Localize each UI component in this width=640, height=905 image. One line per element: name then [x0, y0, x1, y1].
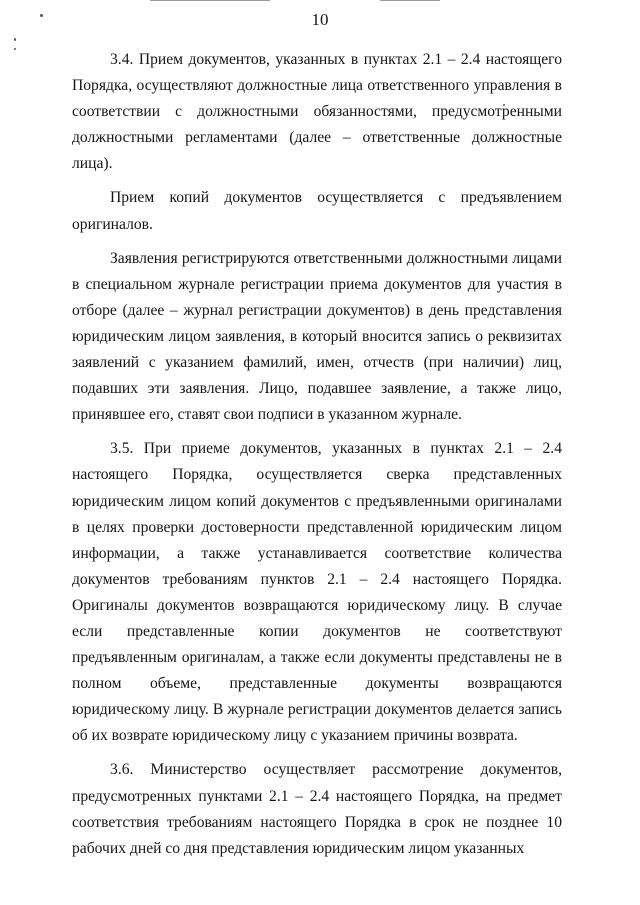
paragraph-originals: Прием копий документов осуществляется с предъявлением оригиналов. [72, 189, 562, 233]
page-number: 10 [311, 10, 329, 29]
scan-speck [14, 48, 16, 50]
paragraph-3-4: 3.4. Прием документов, указанных в пунктах 2.1 – 2.4 настоящего Порядка, осуществляют должностные лица ответственного управления в соответствии с должностными обязанностями, предусмотренными должностными регламентами (далее – ответственные должностные лица). [72, 51, 562, 173]
scan-edge-line [380, 0, 440, 1]
scan-speck [14, 38, 16, 41]
paragraph-registration: Заявления регистрируются ответственными должностными лицами в специальном журнале регистрации приема документов для участия в отборе (далее – журнал регистрации документов) в день представления юридическим лицом заявления, в который вносится запись о реквизитах заявлений с указанием фамилий, имен, отчеств (при наличии) лиц, подавших эти заявления. Лицо, подавшее заявление, а также лицо, принявшее его, ставят свои подписи в указанном журнале. [72, 249, 562, 424]
scan-edge-line [150, 0, 270, 1]
document-body [72, 47, 562, 870]
paragraph-3-5: 3.5. При приеме документов, указанных в пунктах 2.1 – 2.4 настоящего Порядка, осуществляется сверка представленных юридическим лицом копий документов с предъявленными оригиналами в целях проверки достоверности представленной юридическим лицом информации, а также устанавливается соответствие количества документов требованиям пунктов 2.1 – 2.4 настоящего Порядка. Оригиналы документов возвращаются юридическому лицу. В случае если представленные копии документов не соответствуют предъявленным оригиналам, а также если документы представлены не в полном объеме, представленные документы возвращаются юридическому лицу. В журнале регистрации документов делается запись об их возврате юридическому лицу с указанием причины возврата. [72, 440, 562, 745]
paragraph-3-6: 3.6. Министерство осуществляет рассмотрение документов, предусмотренных пунктами 2.1 – 2.4 настоящего Порядка, на предмет соответствия требованиям настоящего Порядка в срок не позднее 10 рабочих дней со дня представления юридическим лицом указанных [72, 761, 562, 857]
